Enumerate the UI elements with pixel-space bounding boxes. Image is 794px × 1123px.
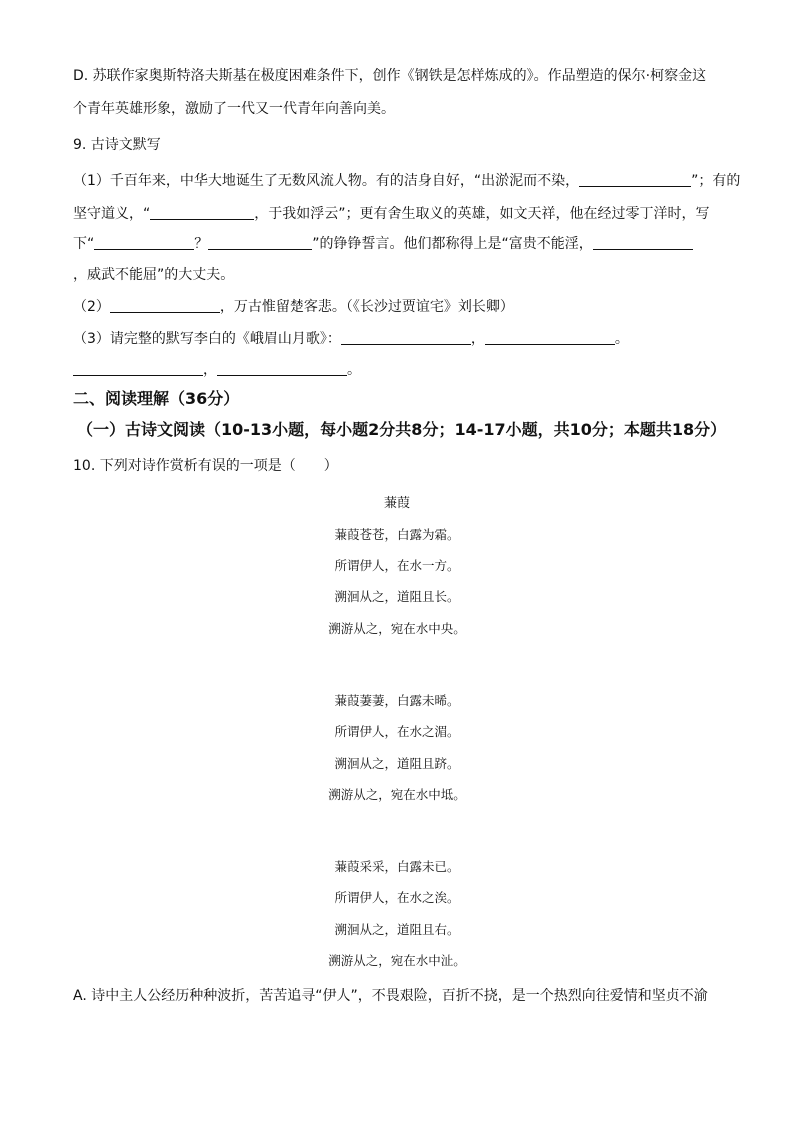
poem-line: 蒹葭苍苍，白露为霜。: [334, 527, 460, 542]
q9-part2: （2） ，万古惟留楚客悲。（《长沙过贾谊宅》刘长卿）: [73, 299, 514, 315]
poem-line: 所谓伊人，在水一方。: [334, 558, 460, 573]
option-a-line-1: A. 诗中主人公经历种种波折，苦苦追寻“伊人”，不畏艰险，百折不挠，是一个热烈向往爱情和坚贞不渝: [73, 988, 708, 1004]
poem-line: 溯洄从之，道阻且长。: [334, 589, 460, 604]
poem-line: 蒹葭采采，白露未已。: [334, 859, 460, 874]
option-d-line-1: D. 苏联作家奥斯特洛夫斯基在极度困难条件下，创作《钢铁是怎样炼成的》。作品塑造的保尔·柯察金这: [73, 68, 707, 84]
q9-part1-line1: （1）千百年来，中华大地诞生了无数风流人物。有的洁身自好，“出淤泥而不染， ”；有的: [73, 173, 741, 189]
poem-line: 溯游从之，宛在水中沚。: [328, 953, 466, 968]
poem-line: 溯洄从之，道阻且右。: [334, 922, 460, 937]
answer-blank[interactable]: [73, 361, 203, 376]
q9-part1-line4: ，威武不能屈”的大丈夫。: [73, 267, 235, 283]
poem-line: 所谓伊人，在水之湄。: [334, 724, 460, 739]
poem-line: 所谓伊人，在水之涘。: [334, 890, 460, 905]
q9-part1-line3: 下“ ？ ”的铮铮誓言。他们都称得上是“富贵不能淫，: [73, 235, 724, 253]
q9-part1-line2: 坚守道义，“ ，于我如浮云”；更有舍生取义的英雄，如文天祥，他在经过零丁洋时，写: [73, 206, 710, 222]
answer-blank[interactable]: [208, 235, 312, 250]
poem-line: 溯游从之，宛在水中坻。: [328, 787, 466, 802]
answer-blank[interactable]: [593, 235, 693, 250]
poem-line: 溯游从之，宛在水中央。: [328, 621, 466, 636]
poem-line: 溯洄从之，道阻且跻。: [334, 756, 460, 771]
poem-title: 蒹葭: [383, 496, 410, 511]
answer-blank[interactable]: [94, 235, 194, 250]
question-10-stem: 10. 下列对诗作赏析有误的一项是（ ）: [73, 458, 338, 474]
section-2-title: 二、阅读理解（36分）: [73, 389, 240, 408]
q9-part3-line1: （3）请完整的默写李白的《峨眉山月歌》： ， 。: [73, 331, 629, 347]
question-9-title: 9. 古诗文默写: [73, 137, 161, 153]
answer-blank[interactable]: [110, 298, 220, 313]
answer-blank[interactable]: [485, 330, 615, 345]
q9-part3-line2: ， 。: [73, 361, 724, 379]
option-d-line-2: 个青年英雄形象，激励了一代又一代青年向善向美。: [73, 101, 395, 117]
answer-blank[interactable]: [579, 172, 691, 187]
answer-blank[interactable]: [341, 330, 471, 345]
answer-blank[interactable]: [150, 205, 254, 220]
answer-blank[interactable]: [217, 361, 347, 376]
poem-line: 蒹葭萋萋，白露未晞。: [334, 693, 460, 708]
section-2-subtitle: （一）古诗文阅读（10-13小题，每小题2分共8分；14-17小题，共10分；本题共18分）: [77, 420, 727, 439]
